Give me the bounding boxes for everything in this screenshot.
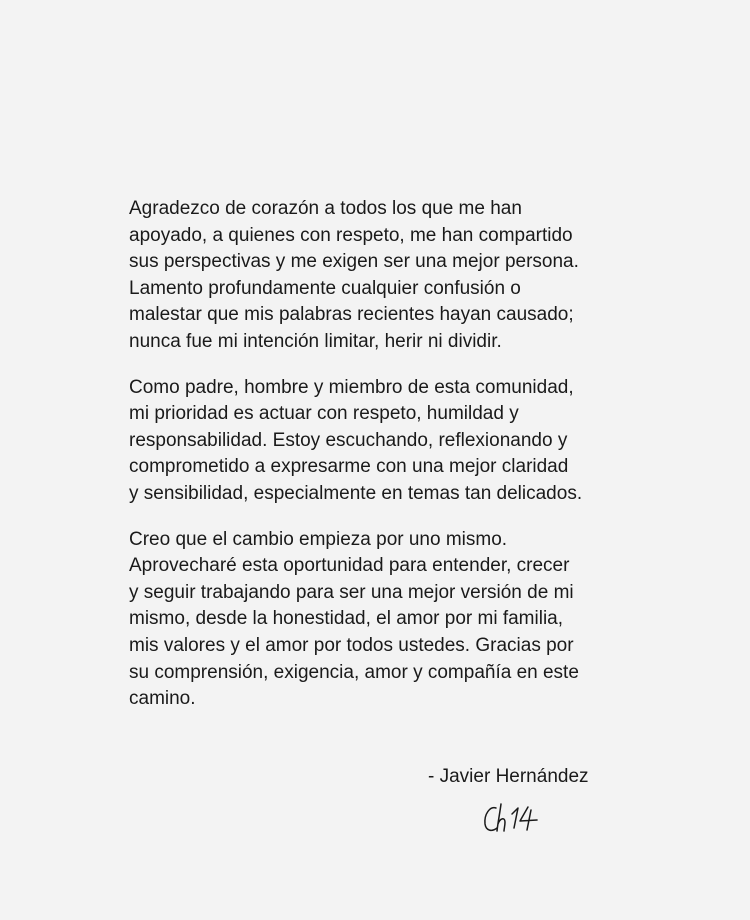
text-line: Lamento profundamente cualquier confusión o	[129, 277, 521, 299]
text-line: malestar que mis palabras recientes hayan causado;	[129, 304, 574, 326]
text-line: Creo que el cambio empieza por uno mismo.	[129, 528, 508, 550]
author-name: - Javier Hernández	[428, 766, 589, 787]
text-line: apoyado, a quienes con respeto, me han compartido	[129, 224, 573, 246]
text-line: y seguir trabajando para ser una mejor versión de mi	[129, 581, 574, 603]
text-line: su comprensión, exigencia, amor y compañía en este	[129, 661, 579, 683]
signature-graphic	[482, 800, 552, 836]
paragraph-3	[129, 527, 729, 713]
text-line: mismo, desde la honestidad, el amor por mi familia,	[129, 608, 564, 630]
text-line: Aprovecharé esta oportunidad para entender, crecer	[129, 555, 570, 577]
text-line: Agradezco de corazón a todos los que me han	[129, 198, 522, 219]
paragraph-1	[129, 196, 729, 356]
paragraph-2	[129, 375, 729, 508]
text-line: mi prioridad es actuar con respeto, humildad y	[129, 403, 519, 425]
text-line: responsabilidad. Estoy escuchando, reflexionando y	[129, 429, 568, 451]
statement-body	[129, 196, 729, 732]
text-line: nunca fue mi intención limitar, herir ni dividir.	[129, 330, 502, 352]
text-line: mis valores y el amor por todos ustedes. Gracias por	[129, 634, 574, 656]
text-line: Como padre, hombre y miembro de esta comunidad,	[129, 376, 574, 398]
text-line: sus perspectivas y me exigen ser una mejor persona.	[129, 251, 579, 273]
text-line: y sensibilidad, especialmente en temas tan delicados.	[129, 482, 583, 504]
text-line: camino.	[129, 688, 196, 710]
text-line: comprometido a expresarme con una mejor claridad	[129, 456, 569, 478]
